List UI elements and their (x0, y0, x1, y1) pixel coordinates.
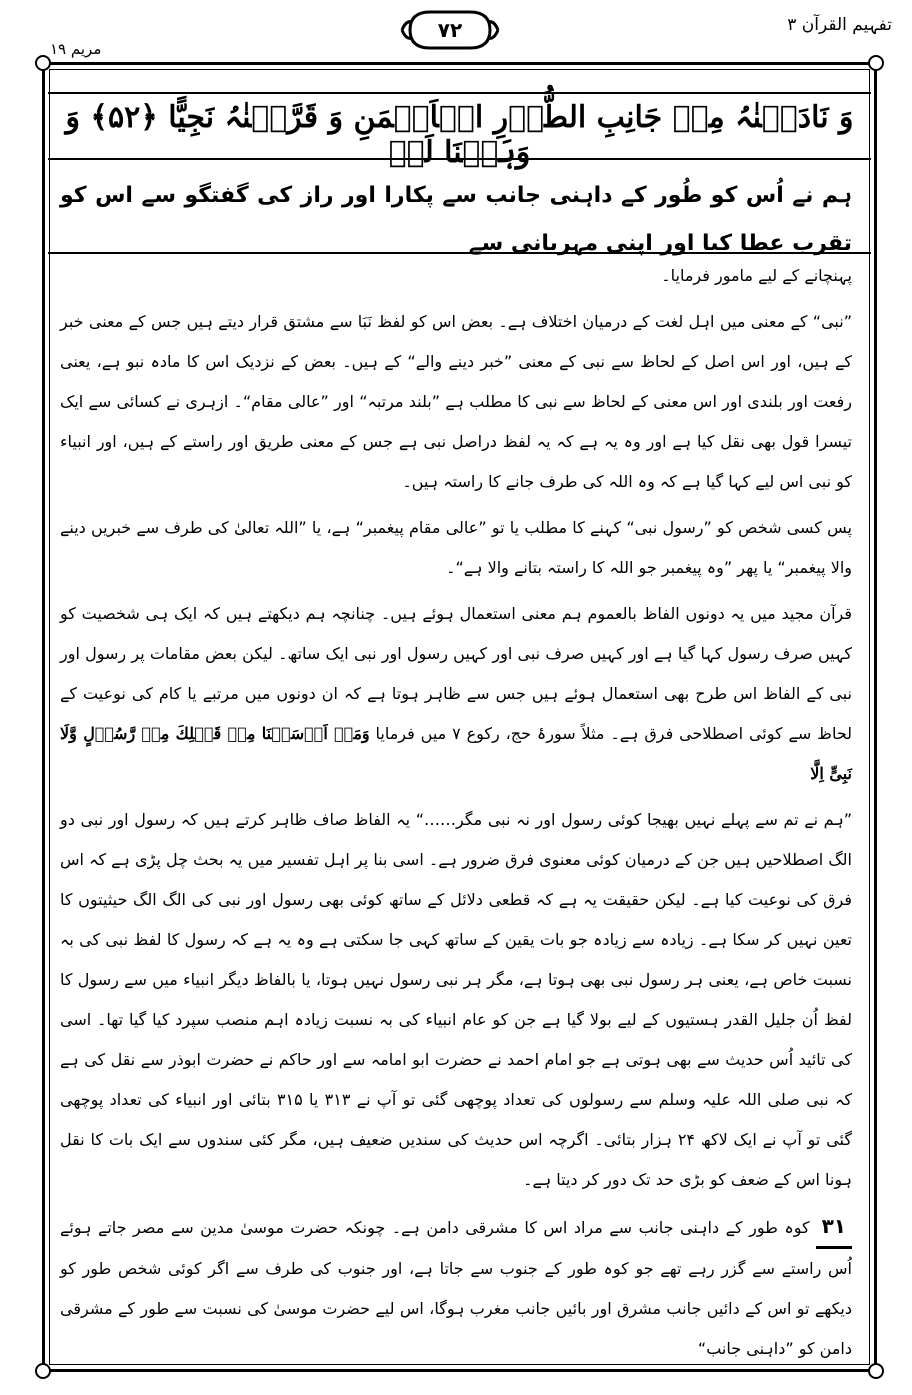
ayah-band (48, 92, 871, 170)
surah-reference: مریم ۱۹ (50, 40, 102, 58)
note-number: ۳۱ (816, 1206, 852, 1249)
section-divider (48, 252, 871, 254)
commentary-paragraph: پہنچانے کے لیے مامور فرمایا۔ (661, 266, 852, 285)
commentary-text: قرآن مجید میں یہ دونوں الفاظ بالعموم ہم معنی استعمال ہوئے ہیں۔ چنانچہ ہم دیکھتے ہیں کہ ایک ہی شخصیت کو کہیں صرف رسول کہا گیا ہے اور کہیں صرف نبی اور کہیں رسول اور نبی ایک ساتھ۔ لیکن بعض مقامات پر رسول اور نبی کے الفاظ اس طرح بھی استعمال ہوئے ہیں جس سے ظاہر ہوتا ہے کہ ان دونوں میں مرتبے یا کام کی نوعیت کے لحاظ سے کوئی اصطلاحی فرق ہے۔ مثلاً سورۂ حج، رکوع ۷ میں فرمایا (60, 604, 853, 743)
commentary-text: کوہ طور کے داہنی جانب سے مراد اس کا مشرقی دامن ہے۔ چونکہ حضرت موسیٰ مدین سے مصر جاتے ہوئے اُس راستے سے گزر رہے تھے جو کوہ طور کے جنوب سے جاتا ہے، اور جنوب کی طرف سے اگر کوئی شخص طور کو دیکھے تو اس کے دائیں جانب مشرق اور بائیں جانب مغرب ہوگا، اس لیے حضرت موسیٰ کی نسبت سے طور کے مشرقی دامن کو ”داہنی جانب“ (60, 1218, 852, 1358)
commentary-paragraph: ”نبی“ کے معنی میں اہل لغت کے درمیان اختلاف ہے۔ بعض اس کو لفظ نَبَا سے مشتق قرار دیتے ہیں جس کے معنی خبر کے ہیں، اور اس اصل کے لحاظ سے نبی کے معنی ”خبر دینے والے“ کے ہیں۔ بعض کے نزدیک اس کا مادہ نبو ہے، یعنی رفعت اور بلندی اور اس معنی کے لحاظ سے نبی کا مطلب ہے ”بلند مرتبہ“ اور ”عالی مقام“۔ ازہری نے کسائی سے ایک تیسرا قول بھی نقل کیا ہے اور وہ یہ ہے کہ یہ لفظ دراصل نبی ہے جس کے معنی طریق اور راستے کے ہیں، اور انبیاء کو نبی اس لیے کہا گیا ہے کہ وہ اللہ کی طرف جانے کا راستہ ہیں۔ (60, 312, 853, 491)
ayah-text: وَ نَادَیۡنٰہُ مِنۡ جَانِبِ الطُّوۡرِ الۡاَیۡمَنِ وَ قَرَّبۡنٰہُ نَجِیًّا ﴿۵۲﴾ وَ وَہَبۡنَا لَہٗ (65, 100, 854, 170)
commentary-paragraph: ”ہم نے تم سے پہلے نہیں بھیجا کوئی رسول اور نہ نبی مگر……“ یہ الفاظ صاف ظاہر کرتے ہیں کہ رسول اور نبی دو الگ اصطلاحیں ہیں جن کے درمیان کوئی معنوی فرق ضرور ہے۔ اسی بنا پر اہل تفسیر میں یہ بحث چل پڑی ہے کہ اس فرق کی نوعیت کیا ہے۔ لیکن حقیقت یہ ہے کہ قطعی دلائل کے ساتھ کوئی بھی رسول اور نبی کی الگ الگ حیثیتوں کا تعین نہیں کر سکا ہے۔ زیادہ سے زیادہ جو بات یقین کے ساتھ کہی جا سکتی ہے وہ یہ ہے کہ رسول کا لفظ نبی کی بہ نسبت خاص ہے، یعنی ہر رسول نبی بھی ہوتا ہے، مگر ہر نبی رسول نہیں ہوتا، یا بالفاظ دیگر انبیاء میں سے رسول کا لفظ اُن جلیل القدر ہستیوں کے لیے بولا گیا ہے جن کو عام انبیاء کی بہ نسبت زیادہ اہم منصب سپرد کیا گیا تھا۔ اسی کی تائید اُس حدیث سے بھی ہوتی ہے جو امام احمد نے حضرت ابو امامہ سے اور حاکم نے حضرت ابوذر سے نقل کی ہے کہ نبی صلی اللہ علیہ وسلم سے رسولوں کی تعداد پوچھی گئی تو آپ نے ۳۱۳ یا ۳۱۵ بتائی اور انبیاء کی تعداد پوچھی گئی تو آپ نے ایک لاکھ ۲۴ ہزار بتائی۔ اگرچہ اس حدیث کی سندیں ضعیف ہیں، مگر کئی سندوں سے ایک بات کا نقل ہونا اس کے ضعف کو بڑی حد تک دور کر دیتا ہے۔ (60, 810, 853, 1189)
corner-ornament-icon (35, 55, 51, 71)
commentary (60, 256, 852, 1375)
book-title: تفہیم القرآن ۳ (787, 15, 892, 35)
commentary-paragraph: پس کسی شخص کو ”رسول نبی“ کہنے کا مطلب یا تو ”عالی مقام پیغمبر“ ہے، یا ”اللہ تعالیٰ کی طرف سے خبریں دینے والا پیغمبر“ یا پھر ”وہ پیغمبر جو اللہ کا راستہ بتانے والا ہے“۔ (60, 518, 852, 577)
corner-ornament-icon (868, 55, 884, 71)
commentary-paragraph (60, 594, 852, 794)
quran-quote: وَمَاۤ اَرۡسَلۡنَا مِنۡ قَبۡلِكَ مِنۡ رَّسُوۡلٍ وَّلَا نَبِیٍّ اِلَّا (60, 724, 852, 783)
translation: ہم نے اُس کو طُور کے داہنی جانب سے پکارا اور راز کی گفتگو سے اس کو تقرب عطا کیا اور اپنی مہربانی سے (60, 183, 852, 256)
corner-ornament-icon (35, 1363, 51, 1379)
corner-ornament-icon (868, 1363, 884, 1379)
page-number: ۷۲ (437, 18, 463, 42)
commentary-paragraph (60, 1206, 852, 1369)
page-number-ornament (400, 8, 500, 52)
